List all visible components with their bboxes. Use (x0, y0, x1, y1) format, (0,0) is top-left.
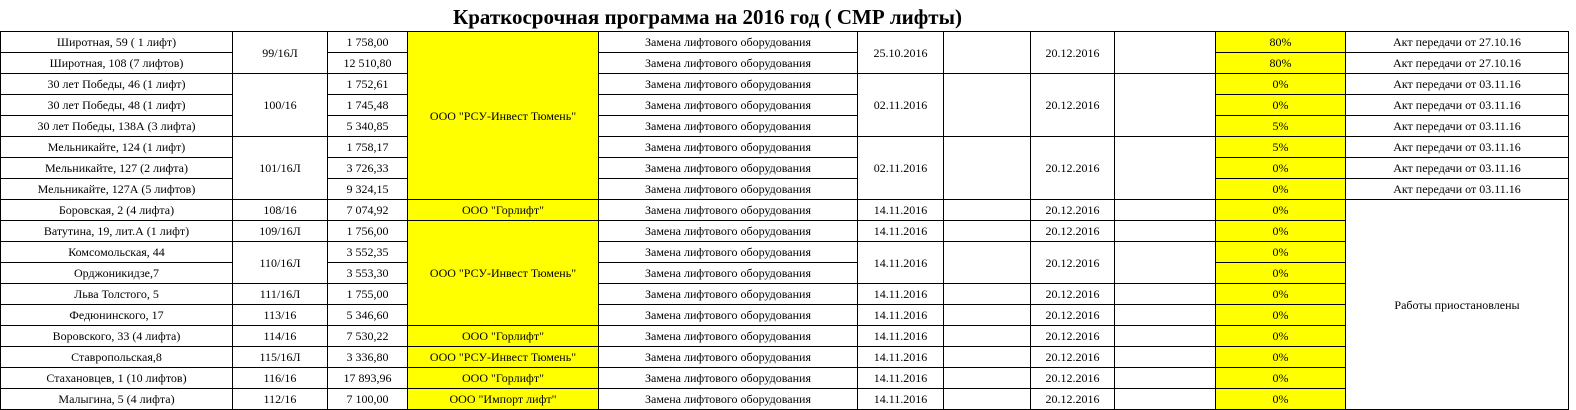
address-cell: Воровского, 33 (4 лифта) (1, 326, 233, 347)
start-date-cell: 25.10.2016 (858, 32, 944, 74)
work-cell: Замена лифтового оборудования (599, 263, 858, 284)
empty-cell (944, 326, 1031, 347)
contract-cell: 100/16 (233, 74, 328, 137)
amount-cell: 5 340,85 (328, 116, 408, 137)
program-table (0, 31, 1569, 410)
address-cell: Стахановцев, 1 (10 лифтов) (1, 368, 233, 389)
end-date-cell: 20.12.2016 (1031, 389, 1115, 410)
percent-cell: 0% (1216, 95, 1346, 116)
work-cell: Замена лифтового оборудования (599, 32, 858, 53)
note-cell: Акт передачи от 03.11.16 (1346, 95, 1569, 116)
table-row (1, 284, 1569, 305)
empty-cell (944, 32, 1031, 74)
address-cell: 30 лет Победы, 46 (1 лифт) (1, 74, 233, 95)
amount-cell: 7 100,00 (328, 389, 408, 410)
work-cell: Замена лифтового оборудования (599, 221, 858, 242)
percent-cell: 0% (1216, 263, 1346, 284)
page-title: Краткосрочная программа на 2016 год ( СМР лифты) (452, 5, 963, 29)
empty-cell (1115, 221, 1216, 242)
table-row (1, 389, 1569, 410)
table-row (1, 242, 1569, 263)
end-date-cell: 20.12.2016 (1031, 137, 1115, 200)
percent-cell: 0% (1216, 368, 1346, 389)
address-cell: Широтная, 108 (7 лифтов) (1, 53, 233, 74)
contract-cell: 112/16 (233, 389, 328, 410)
end-date-cell: 20.12.2016 (1031, 32, 1115, 74)
note-cell: Акт передачи от 03.11.16 (1346, 74, 1569, 95)
percent-cell: 0% (1216, 242, 1346, 263)
empty-cell (944, 74, 1031, 137)
start-date-cell: 14.11.2016 (858, 368, 944, 389)
work-cell: Замена лифтового оборудования (599, 242, 858, 263)
table-row (1, 347, 1569, 368)
percent-cell: 0% (1216, 389, 1346, 410)
contractor-cell: ООО "РСУ-Инвест Тюмень" (408, 221, 599, 326)
note-cell: Акт передачи от 03.11.16 (1346, 158, 1569, 179)
empty-cell (1115, 200, 1216, 221)
percent-cell: 0% (1216, 347, 1346, 368)
work-cell: Замена лифтового оборудования (599, 53, 858, 74)
empty-cell (944, 200, 1031, 221)
amount-cell: 1 752,61 (328, 74, 408, 95)
note-cell: Акт передачи от 03.11.16 (1346, 116, 1569, 137)
amount-cell: 5 346,60 (328, 305, 408, 326)
empty-cell (1115, 32, 1216, 74)
table-row (1, 221, 1569, 242)
contract-cell: 99/16Л (233, 32, 328, 74)
work-cell: Замена лифтового оборудования (599, 200, 858, 221)
address-cell: Орджоникидзе,7 (1, 263, 233, 284)
address-cell: Малыгина, 5 (4 лифта) (1, 389, 233, 410)
start-date-cell: 14.11.2016 (858, 242, 944, 284)
note-cell: Акт передачи от 03.11.16 (1346, 137, 1569, 158)
address-cell: 30 лет Победы, 48 (1 лифт) (1, 95, 233, 116)
note-cell: Акт передачи от 03.11.16 (1346, 179, 1569, 200)
amount-cell: 7 074,92 (328, 200, 408, 221)
work-cell: Замена лифтового оборудования (599, 116, 858, 137)
empty-cell (944, 347, 1031, 368)
empty-cell (944, 221, 1031, 242)
end-date-cell: 20.12.2016 (1031, 326, 1115, 347)
start-date-cell: 14.11.2016 (858, 347, 944, 368)
address-cell: Ставропольская,8 (1, 347, 233, 368)
amount-cell: 9 324,15 (328, 179, 408, 200)
amount-cell: 3 553,30 (328, 263, 408, 284)
empty-cell (1115, 368, 1216, 389)
table-row (1, 74, 1569, 95)
work-cell: Замена лифтового оборудования (599, 284, 858, 305)
work-cell: Замена лифтового оборудования (599, 158, 858, 179)
empty-cell (944, 284, 1031, 305)
amount-cell: 1 745,48 (328, 95, 408, 116)
work-cell: Замена лифтового оборудования (599, 305, 858, 326)
work-cell: Замена лифтового оборудования (599, 137, 858, 158)
amount-cell: 1 755,00 (328, 284, 408, 305)
start-date-cell: 14.11.2016 (858, 389, 944, 410)
end-date-cell: 20.12.2016 (1031, 368, 1115, 389)
contract-cell: 111/16Л (233, 284, 328, 305)
contract-cell: 110/16Л (233, 242, 328, 284)
contract-cell: 101/16Л (233, 137, 328, 200)
contract-cell: 113/16 (233, 305, 328, 326)
amount-cell: 3 552,35 (328, 242, 408, 263)
address-cell: 30 лет Победы, 138А (3 лифта) (1, 116, 233, 137)
end-date-cell: 20.12.2016 (1031, 284, 1115, 305)
empty-cell (1115, 389, 1216, 410)
empty-cell (944, 137, 1031, 200)
table-row (1, 137, 1569, 158)
percent-cell: 80% (1216, 32, 1346, 53)
start-date-cell: 14.11.2016 (858, 305, 944, 326)
percent-cell: 0% (1216, 179, 1346, 200)
contractor-cell: ООО "РСУ-Инвест Тюмень" (408, 347, 599, 368)
percent-cell: 0% (1216, 221, 1346, 242)
work-cell: Замена лифтового оборудования (599, 179, 858, 200)
work-cell: Замена лифтового оборудования (599, 326, 858, 347)
work-cell: Замена лифтового оборудования (599, 74, 858, 95)
percent-cell: 0% (1216, 326, 1346, 347)
percent-cell: 5% (1216, 116, 1346, 137)
contractor-cell: ООО "Горлифт" (408, 200, 599, 221)
address-cell: Боровская, 2 (4 лифта) (1, 200, 233, 221)
amount-cell: 3 336,80 (328, 347, 408, 368)
end-date-cell: 20.12.2016 (1031, 74, 1115, 137)
contract-cell: 109/16Л (233, 221, 328, 242)
empty-cell (1115, 326, 1216, 347)
end-date-cell: 20.12.2016 (1031, 200, 1115, 221)
amount-cell: 7 530,22 (328, 326, 408, 347)
work-cell: Замена лифтового оборудования (599, 347, 858, 368)
address-cell: Мельникайте, 127А (5 лифтов) (1, 179, 233, 200)
percent-cell: 0% (1216, 284, 1346, 305)
empty-cell (944, 368, 1031, 389)
table-row (1, 200, 1569, 221)
address-cell: Широтная, 59 ( 1 лифт) (1, 32, 233, 53)
contract-cell: 116/16 (233, 368, 328, 389)
start-date-cell: 14.11.2016 (858, 326, 944, 347)
empty-cell (944, 242, 1031, 284)
start-date-cell: 14.11.2016 (858, 284, 944, 305)
empty-cell (944, 389, 1031, 410)
amount-cell: 1 758,00 (328, 32, 408, 53)
address-cell: Льва Толстого, 5 (1, 284, 233, 305)
start-date-cell: 02.11.2016 (858, 74, 944, 137)
note-cell: Акт передачи от 27.10.16 (1346, 53, 1569, 74)
contract-cell: 115/16Л (233, 347, 328, 368)
percent-cell: 0% (1216, 200, 1346, 221)
end-date-cell: 20.12.2016 (1031, 305, 1115, 326)
percent-cell: 5% (1216, 137, 1346, 158)
start-date-cell: 14.11.2016 (858, 221, 944, 242)
address-cell: Ватутина, 19, лит.А (1 лифт) (1, 221, 233, 242)
start-date-cell: 14.11.2016 (858, 200, 944, 221)
contractor-cell: ООО "РСУ-Инвест Тюмень" (408, 32, 599, 200)
table-row (1, 326, 1569, 347)
work-cell: Замена лифтового оборудования (599, 95, 858, 116)
empty-cell (1115, 347, 1216, 368)
address-cell: Комсомольская, 44 (1, 242, 233, 263)
table-row (1, 305, 1569, 326)
end-date-cell: 20.12.2016 (1031, 242, 1115, 284)
empty-cell (1115, 74, 1216, 137)
empty-cell (1115, 137, 1216, 200)
address-cell: Федюнинского, 17 (1, 305, 233, 326)
amount-cell: 1 756,00 (328, 221, 408, 242)
note-cell: Акт передачи от 27.10.16 (1346, 32, 1569, 53)
contractor-cell: ООО "Горлифт" (408, 368, 599, 389)
end-date-cell: 20.12.2016 (1031, 221, 1115, 242)
contractor-cell: ООО "Горлифт" (408, 326, 599, 347)
address-cell: Мельникайте, 127 (2 лифта) (1, 158, 233, 179)
empty-cell (1115, 305, 1216, 326)
percent-cell: 0% (1216, 74, 1346, 95)
amount-cell: 12 510,80 (328, 53, 408, 74)
work-cell: Замена лифтового оборудования (599, 389, 858, 410)
table-row (1, 368, 1569, 389)
contract-cell: 108/16 (233, 200, 328, 221)
note-cell-suspended: Работы приостановлены (1346, 200, 1569, 410)
amount-cell: 17 893,96 (328, 368, 408, 389)
empty-cell (1115, 284, 1216, 305)
start-date-cell: 02.11.2016 (858, 137, 944, 200)
work-cell: Замена лифтового оборудования (599, 368, 858, 389)
contract-cell: 114/16 (233, 326, 328, 347)
contractor-cell: ООО "Импорт лифт" (408, 389, 599, 410)
amount-cell: 3 726,33 (328, 158, 408, 179)
percent-cell: 80% (1216, 53, 1346, 74)
address-cell: Мельникайте, 124 (1 лифт) (1, 137, 233, 158)
empty-cell (944, 305, 1031, 326)
empty-cell (1115, 242, 1216, 284)
end-date-cell: 20.12.2016 (1031, 347, 1115, 368)
table-row (1, 32, 1569, 53)
amount-cell: 1 758,17 (328, 137, 408, 158)
percent-cell: 0% (1216, 158, 1346, 179)
percent-cell: 0% (1216, 305, 1346, 326)
